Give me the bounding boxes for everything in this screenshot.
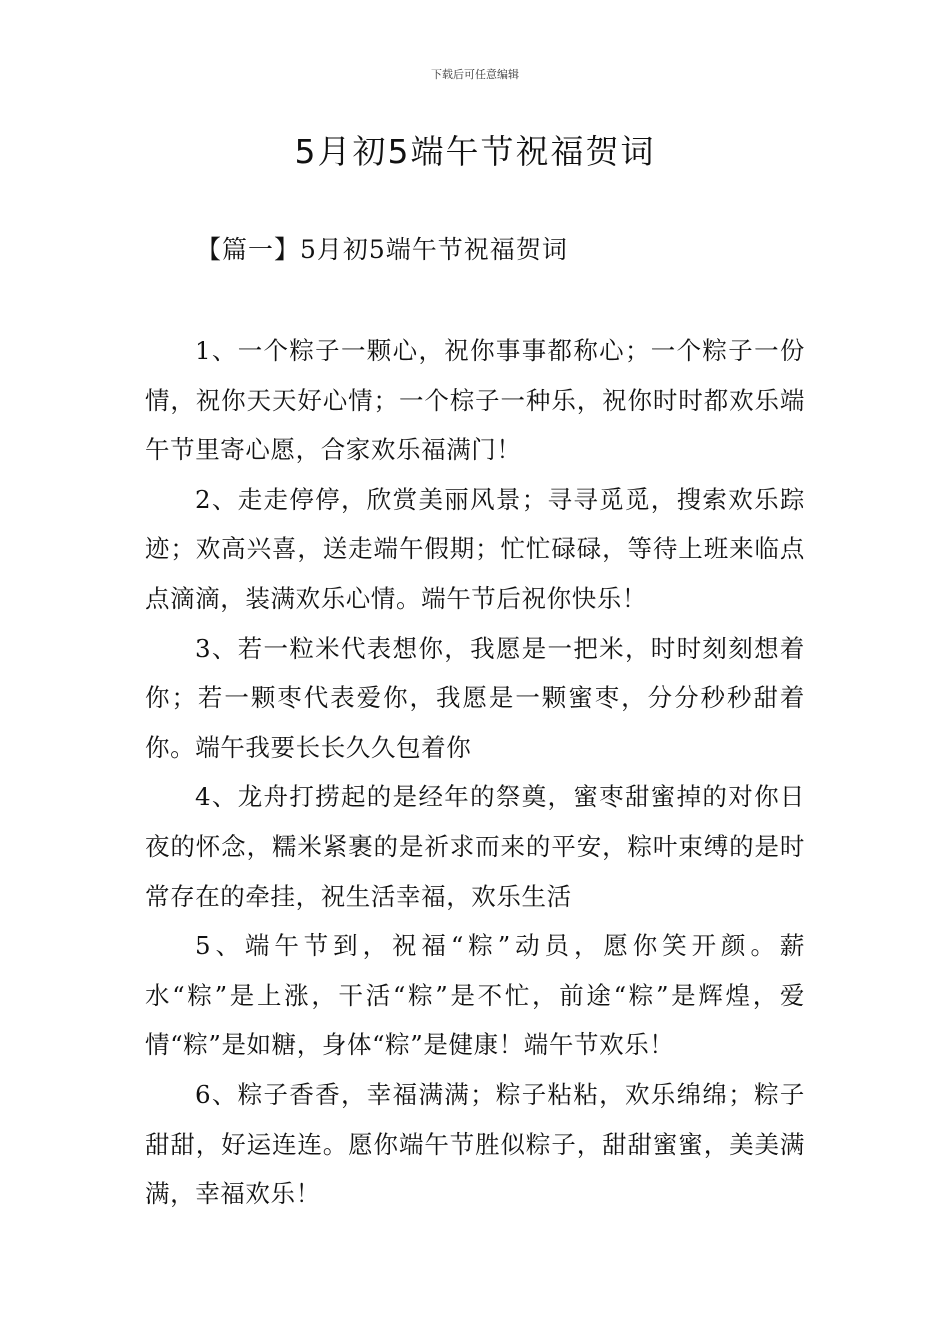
document-body xyxy=(145,326,805,1219)
paragraph-1: 1、一个粽子一颗心，祝你事事都称心；一个粽子一份情，祝你天天好心情；一个棕子一种乐，祝你时时都欢乐端午节里寄心愿，合家欢乐福满门！ xyxy=(145,336,805,465)
paragraph-2: 2、走走停停，欣赏美丽风景；寻寻觅觅，搜索欢乐踪迹；欢高兴喜，送走端午假期；忙忙碌碌，等待上班来临点点滴滴，装满欢乐心情。端午节后祝你快乐！ xyxy=(145,484,805,613)
section-heading: 【篇一】5月初5端午节祝福贺词 xyxy=(196,235,568,264)
header-note: 下载后可任意编辑 xyxy=(431,68,519,81)
paragraph-3: 3、若一粒米代表想你，我愿是一把米，时时刻刻想着你；若一颗枣代表爱你，我愿是一颗蜜枣，分分秒秒甜着你。端午我要长长久久包着你 xyxy=(145,633,805,762)
page-title: 5月初5端午节祝福贺词 xyxy=(294,132,656,171)
paragraph-4: 4、龙舟打捞起的是经年的祭奠，蜜枣甜蜜掉的对你日夜的怀念，糯米紧裹的是祈求而来的平安，粽叶束缚的是时常存在的牵挂，祝生活幸福，欢乐生活 xyxy=(145,782,805,911)
paragraph-5: 5、端午节到，祝福“粽”动员，愿你笑开颜。薪水“粽”是上涨，干活“粽”是不忙，前途“粽”是辉煌，爱情“粽”是如糖，身体“粽”是健康！端午节欢乐！ xyxy=(145,931,805,1060)
paragraph-6: 6、粽子香香，幸福满满；粽子粘粘，欢乐绵绵；粽子甜甜，好运连连。愿你端午节胜似粽子，甜甜蜜蜜，美美满满，幸福欢乐！ xyxy=(145,1079,805,1209)
